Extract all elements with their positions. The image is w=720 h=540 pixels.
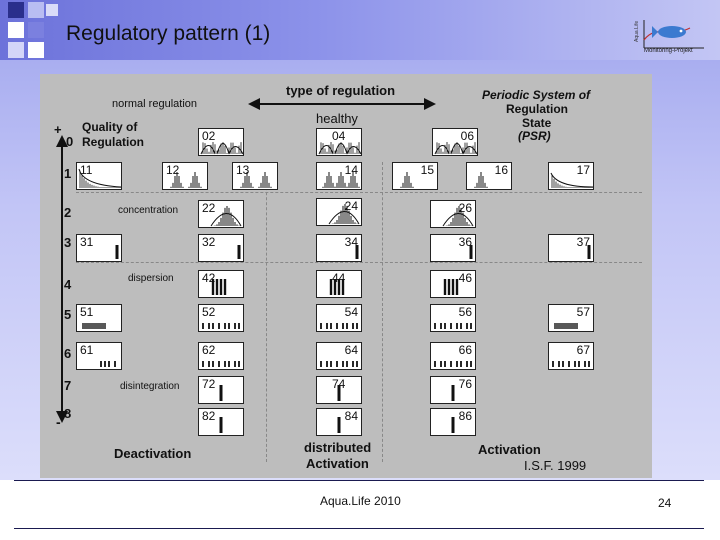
healthy-label: healthy [316,111,358,126]
logo-caption: Monitoring-Projekt [644,48,693,54]
pattern-cell-61 [76,342,122,370]
pattern-cell-62 [198,342,244,370]
cell-label: 22 [202,201,216,215]
decor-square [8,2,24,18]
pattern-cell-04 [316,128,362,156]
psr-label: State [522,116,552,130]
pattern-cell-26 [430,200,476,228]
cell-label: 06 [460,129,474,143]
cell-label: 76 [458,377,472,391]
pattern-cell-17 [548,162,594,190]
pattern-cell-37 [548,234,594,262]
pattern-cell-12 [162,162,208,190]
column-separator [266,162,267,462]
cell-label: 46 [458,271,472,285]
footer-line-bottom [14,528,704,529]
slide-title: Regulatory pattern (1) [66,22,271,45]
pattern-cell-67 [548,342,594,370]
pattern-cell-82 [198,408,244,436]
cell-label: 12 [166,163,180,177]
row-number: 4 [64,277,72,292]
quality-label: Quality of [82,120,138,134]
row-number: 0 [66,134,74,149]
fish-logo [634,18,706,58]
pattern-cell-36 [430,234,476,262]
footer-line-top [14,480,704,481]
cell-label: 82 [202,409,216,423]
cell-label: 34 [344,235,358,249]
cell-label: 36 [458,235,472,249]
minus-sign: - [56,414,61,430]
cell-label: 67 [576,343,590,357]
pattern-cell-13 [232,162,278,190]
psr-label: Periodic System of [482,88,591,102]
cell-label: 66 [458,343,472,357]
decor-square [8,42,24,58]
pattern-cell-74 [316,376,362,404]
cell-label: 74 [332,377,346,391]
pattern-cell-76 [430,376,476,404]
distributed-activation-label: distributed [304,440,372,455]
pattern-cell-16 [466,162,512,190]
pattern-cell-64 [316,342,362,370]
cell-label: 11 [80,163,93,177]
cell-label: 64 [344,343,358,357]
pattern-cell-52 [198,304,244,332]
cell-label: 04 [332,129,346,143]
cell-label: 61 [80,343,94,357]
row-number: 6 [64,346,72,361]
cell-label: 24 [344,199,358,213]
pattern-cell-14 [316,162,362,190]
cell-label: 51 [80,305,94,319]
plus-sign: + [54,122,62,137]
row-number: 5 [64,307,72,322]
row-number: 3 [64,235,72,250]
pattern-cell-32 [198,234,244,262]
cell-label: 86 [458,409,472,423]
row-number: 7 [64,378,72,393]
cell-label: 16 [494,163,508,177]
credit-label: I.S.F. 1999 [524,458,587,473]
row-separator [76,192,642,193]
cell-label: 56 [458,305,472,319]
pattern-cell-42 [198,270,244,298]
pattern-cell-44 [316,270,362,298]
cell-label: 32 [202,235,216,249]
cell-label: 62 [202,343,216,357]
column-separator [382,162,383,462]
pattern-cell-22 [198,200,244,228]
svg-text:Aqua.Life: Aqua.Life [634,20,640,42]
decor-square [28,42,44,58]
psr-label: Regulation [506,102,568,116]
pattern-cell-34 [316,234,362,262]
cell-label: 72 [202,377,216,391]
pattern-cell-46 [430,270,476,298]
decor-square [46,4,58,16]
row-number: 1 [64,166,72,181]
pattern-cell-24 [316,198,362,226]
decor-square [28,22,44,38]
cell-label: 31 [80,235,94,249]
cell-label: 15 [420,163,434,177]
normal-regulation-label: normal regulation [112,98,197,110]
deactivation-label: Deactivation [114,446,192,461]
pattern-cell-15 [392,162,438,190]
psr-label: (PSR) [518,129,551,143]
pattern-cell-54 [316,304,362,332]
footer-text: Aqua.Life 2010 [320,494,401,508]
decor-square [28,2,44,18]
page-number: 24 [658,496,672,510]
cell-label: 37 [576,235,590,249]
cell-label: 17 [576,163,590,177]
cell-label: 42 [202,271,216,285]
cell-label: 52 [202,305,216,319]
cell-label: 44 [332,271,346,285]
pattern-cell-72 [198,376,244,404]
activation-label: Activation [478,442,541,457]
row-number: 8 [64,406,72,421]
pattern-cell-31 [76,234,122,262]
dispersion-label: dispersion [128,273,174,284]
decor-square [8,22,24,38]
cell-label: 54 [344,305,358,319]
pattern-cell-57 [548,304,594,332]
disintegration-label: disintegration [120,381,180,392]
pattern-cell-06 [432,128,478,156]
pattern-cell-11 [76,162,122,190]
quality-label: Regulation [82,135,144,149]
psr-diagram [40,74,652,478]
cell-label: 13 [236,163,250,177]
pattern-cell-84 [316,408,362,436]
pattern-cell-56 [430,304,476,332]
row-number: 2 [64,205,72,220]
cell-label: 57 [576,305,590,319]
cell-label: 02 [202,129,216,143]
pattern-cell-86 [430,408,476,436]
pattern-cell-02 [198,128,244,156]
distributed-activation-label: Activation [306,456,369,471]
pattern-cell-66 [430,342,476,370]
cell-label: 26 [458,201,472,215]
cell-label: 84 [344,409,358,423]
cell-label: 14 [344,163,358,177]
concentration-label: concentration [118,205,179,216]
type-of-regulation-label: type of regulation [286,83,396,98]
pattern-cell-51 [76,304,122,332]
